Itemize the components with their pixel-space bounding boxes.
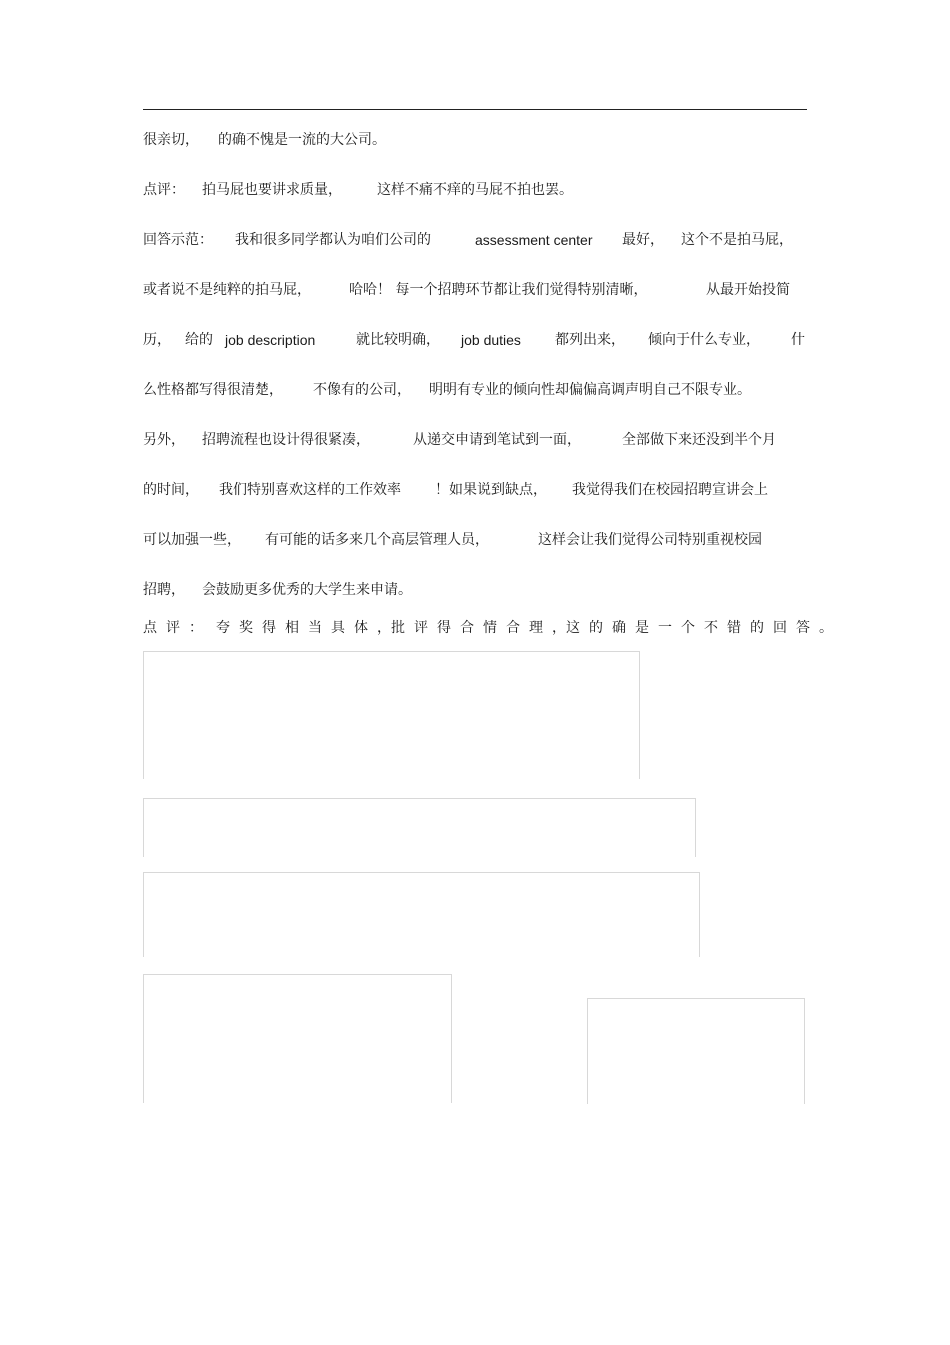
text-segment: 给的 — [185, 332, 213, 348]
text-segment: 很亲切， — [143, 132, 199, 148]
text-segment: 倾向于什么专业， — [648, 332, 760, 348]
text-segment: 从递交申请到笔试到一面， — [413, 432, 581, 448]
text-line — [143, 617, 842, 639]
text-segment: 的确不愧是一流的大公司。 — [218, 132, 386, 148]
text-segment: 不像有的公司， — [313, 382, 411, 398]
text-segment: assessment center — [475, 232, 593, 248]
text-segment: 点评： — [143, 620, 212, 636]
text-segment: 从最开始投简 — [706, 282, 790, 298]
text-segment: 我和很多同学都认为咱们公司的 — [235, 232, 431, 248]
text-segment: 这样会让我们觉得公司特别重视校园 — [538, 532, 762, 548]
text-segment: 有可能的话多来几个高层管理人员， — [265, 532, 489, 548]
header-rule — [143, 109, 807, 110]
text-segment: 点评： — [143, 182, 185, 198]
text-segment: 明明有专业的倾向性却偏偏高调声明自己不限专业。 — [429, 382, 751, 398]
text-segment: 这样不痛不痒的马屁不拍也罢。 — [377, 182, 573, 198]
text-line — [143, 479, 807, 501]
text-segment: 历， — [143, 332, 171, 348]
text-line — [143, 429, 807, 451]
text-segment: 招聘流程也设计得很紧凑， — [202, 432, 370, 448]
text-line — [143, 179, 807, 201]
text-segment: 么性格都写得很清楚， — [143, 382, 283, 398]
text-segment: 拍马屁也要讲求质量， — [202, 182, 342, 198]
text-segment: 夸奖得相当具体， — [216, 620, 400, 636]
text-segment: 的时间， — [143, 482, 199, 498]
blank-frame — [143, 974, 452, 1103]
text-segment: job duties — [461, 332, 521, 348]
blank-frame — [587, 998, 805, 1104]
text-segment: 批评得合情合理， — [391, 620, 575, 636]
text-segment: 可以加强一些， — [143, 532, 241, 548]
text-line — [143, 279, 807, 301]
text-segment: 或者说不是纯粹的拍马屁， — [143, 282, 311, 298]
text-segment: 这的确是一个不错的回答。 — [566, 620, 842, 636]
text-segment: 回答示范： — [143, 232, 213, 248]
blank-frame — [143, 651, 640, 779]
text-segment: 会鼓励更多优秀的大学生来申请。 — [202, 582, 412, 598]
text-segment: 我觉得我们在校园招聘宣讲会上 — [572, 482, 768, 498]
text-segment: 全部做下来还没到半个月 — [622, 432, 776, 448]
text-line — [143, 329, 807, 351]
text-segment: 都列出来， — [555, 332, 625, 348]
text-line — [143, 229, 807, 251]
text-segment: 什 — [791, 332, 805, 348]
text-line — [143, 129, 807, 151]
text-segment: 最好， — [622, 232, 664, 248]
text-segment: 我们特别喜欢这样的工作效率 — [219, 482, 401, 498]
text-line — [143, 579, 807, 601]
blank-frame — [143, 798, 696, 857]
text-segment: job description — [225, 332, 316, 348]
text-segment: 这个不是拍马屁， — [681, 232, 793, 248]
text-segment: 另外， — [143, 432, 185, 448]
text-line — [143, 379, 807, 401]
text-segment: ！如果说到缺点， — [435, 482, 547, 498]
blank-frame — [143, 872, 700, 957]
text-segment: 哈哈！ 每一个招聘环节都让我们觉得特别清晰， — [349, 282, 648, 298]
text-segment: 招聘， — [143, 582, 185, 598]
text-segment: 就比较明确， — [356, 332, 440, 348]
text-line — [143, 529, 807, 551]
